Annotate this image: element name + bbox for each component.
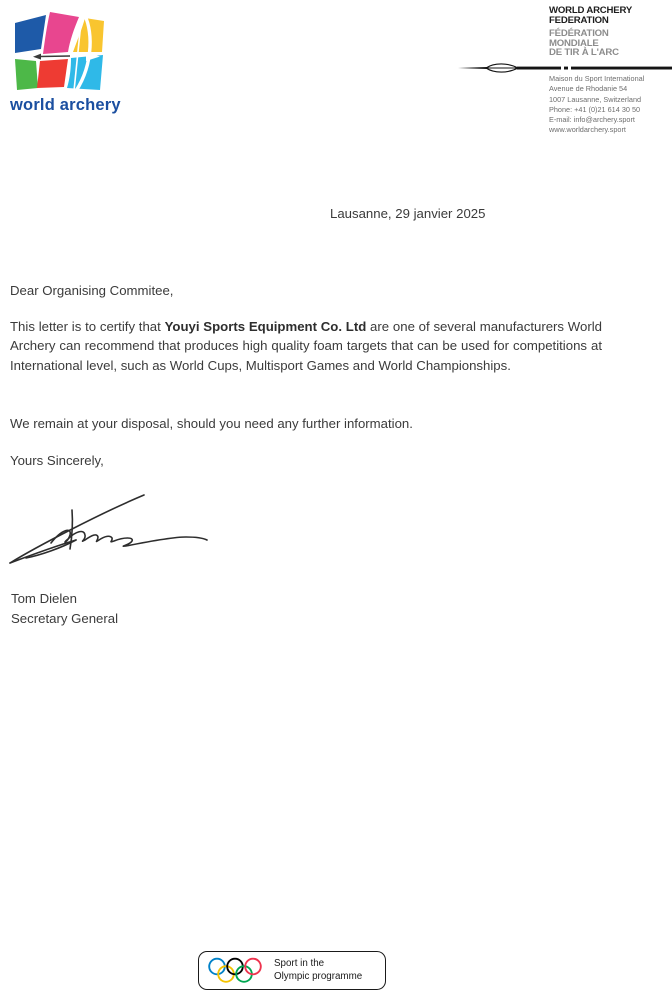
address-line: Maison du Sport International xyxy=(549,74,645,83)
salutation: Dear Organising Commitee, xyxy=(10,283,174,298)
logo-arrow-tip xyxy=(33,54,41,60)
logo-magenta-segment xyxy=(43,12,79,54)
org-name-en-line: FEDERATION xyxy=(549,14,609,26)
olympic-badge-line: Sport in the xyxy=(274,958,325,969)
logo-blue-segment xyxy=(15,15,46,53)
olympic-badge-line: Olympic programme xyxy=(274,970,363,982)
org-name-fr-line: DE TIR À L'ARC xyxy=(549,47,619,58)
address-website: www.worldarchery.sport xyxy=(549,125,626,135)
address-email: E-mail: info@archery.sport xyxy=(549,115,635,125)
logo-green-segment xyxy=(15,59,38,90)
address-line: 1007 Lausanne, Switzerland xyxy=(549,94,642,104)
logo-wordmark: world archery xyxy=(10,96,121,114)
olympic-rings-icon xyxy=(207,957,265,984)
body-paragraph-2: We remain at your disposal, should you need any further information. xyxy=(10,416,413,431)
olympic-badge-text xyxy=(274,958,362,983)
signer-name: Tom Dielen xyxy=(11,591,77,606)
body-paragraph-1 xyxy=(10,317,602,375)
logo-red-segment xyxy=(37,59,68,88)
company-name: Youyi Sports Equipment Co. Ltd xyxy=(164,319,367,334)
org-name-fr-line: FÉDÉRATION xyxy=(549,28,609,40)
olympic-badge xyxy=(198,951,386,990)
signer-title: Secretary General xyxy=(11,610,119,626)
closing: Yours Sincerely, xyxy=(10,453,104,468)
logo-arrow-shaft xyxy=(40,56,70,57)
dateline: Lausanne, 29 janvier 2025 xyxy=(330,206,486,221)
org-name-fr-line: MONDIALE xyxy=(549,37,599,49)
body-text: are one of several manufacturers World Archery can recommend that produces high quality foam targets that can be used for competitions at International level, such as World Cups, Multisport Games and World Championships. xyxy=(10,319,603,373)
org-address-block xyxy=(549,74,672,136)
address-line: Avenue de Rhodanie 54 xyxy=(549,84,628,94)
world-archery-logo xyxy=(10,8,160,115)
world-archery-logo-icon xyxy=(10,8,105,93)
signature-block xyxy=(11,589,118,628)
body-text: This letter is to certify that xyxy=(10,319,165,334)
org-name-fr xyxy=(549,29,671,57)
org-name-en xyxy=(549,6,671,25)
org-name-block xyxy=(549,6,671,57)
signature-image xyxy=(6,485,216,570)
org-name-en-line: WORLD ARCHERY xyxy=(549,5,633,16)
address-phone: Phone: +41 (0)21 614 30 50 xyxy=(549,104,641,114)
